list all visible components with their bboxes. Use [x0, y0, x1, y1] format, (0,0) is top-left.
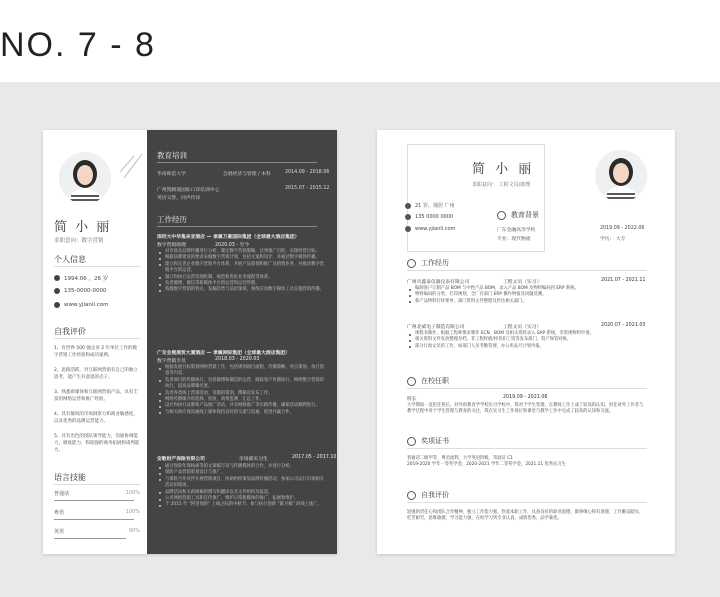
edu-date: 2019.09 - 2022.06 [600, 226, 645, 231]
divider [407, 270, 647, 271]
section-title: 教育背景 [511, 211, 539, 219]
language-name: 普通话 [54, 491, 70, 497]
school-icon [407, 377, 416, 386]
language-bar [54, 500, 134, 501]
language-pct: 100% [125, 509, 140, 515]
language-name: 英语 [54, 529, 65, 535]
language-row [54, 490, 140, 497]
edu-major: 专业：现代物流 [497, 237, 531, 242]
edu-date: 2015.07 - 2015.12 [285, 186, 330, 191]
language-bar [54, 538, 126, 539]
phone-text: 135 0000 0000 [415, 214, 454, 220]
resume1-avatar [59, 152, 111, 204]
section-title: 工作经历 [421, 259, 449, 267]
self-eval-item: 2、思路活跃，对互联网营销有自己的独立思考，能产生有意思的点子。 [54, 368, 138, 380]
divider [407, 502, 647, 503]
resume1-right-column [147, 130, 337, 554]
language-row [54, 509, 140, 516]
divider [407, 388, 647, 389]
trophy-icon [407, 437, 416, 446]
resume-template-1[interactable] [43, 130, 337, 554]
campus-desc: 大学期间一直担任班长，对外的教育学学校实习学校中，我对于学生管理，在教师工作上成了较高的认知。担任对外工作者与教学过程中对于学生管理与教育的关注，我在实习生工作岗位和课堂与教学工作中完成了较高的认知和交流。 [407, 403, 644, 415]
work-item: 网络传播媒介的选择、投放、效果监测、汇总工作。 [157, 397, 327, 403]
work-date: 2018.03 - 2020.03 [215, 357, 260, 362]
work-company: 广州市鑫泰仪器仪表有限公司 [407, 280, 470, 285]
edu-school: 华南师范大学 [157, 172, 186, 177]
section-title: 自我评价 [421, 491, 449, 499]
phone-icon [54, 288, 60, 294]
birth-info [54, 274, 108, 282]
work-item: 相关资料文件发放整理存档，非工程样板/样机扣工资等发布部门，资产保管对账。 [407, 337, 647, 343]
resume2-intent: 求职意向： 工程文员/助理 [472, 182, 531, 188]
website-text: www.yjianli.com [64, 302, 109, 308]
resume2-name: 简 小 丽 [472, 162, 535, 177]
website-info [405, 226, 455, 232]
work-role: 数字营销助理 [157, 243, 186, 248]
resume1-section-education: 教育培训 [157, 151, 187, 160]
work-item: 通过保险年保线索等的文案编写及与传播媒体的合作，并进行分析。 [157, 464, 327, 470]
edu-major: 会展经济与管理 / 本科 [223, 172, 271, 177]
work-item: 对市场及品牌传播进行分析，制定数字营销策略，达到推广目的，实现经营目标。 [157, 249, 327, 255]
divider [54, 338, 140, 339]
work-date: 2017.05 - 2017.10 [292, 455, 337, 460]
work-item: 负责微博、微信等新媒体平台的运营和运营管理。 [157, 281, 327, 287]
work-items [157, 365, 327, 416]
work-role: 数字营销专员 [157, 359, 186, 364]
language-bar [54, 519, 134, 520]
work-company-name: 广交会展展贸大厦酒店 — 隶属洲际集团（全球最大酒店集团） [157, 351, 290, 356]
work-item: 品牌活动和关新闻稿的撰写和翻译以及文件组织及报道。 [157, 490, 327, 496]
work-role: 工程文员（实习） [503, 325, 542, 330]
work-company-name: 安歌财产保险有限公司 [157, 457, 205, 462]
work-items [407, 331, 647, 350]
resume2-section-work [407, 258, 449, 268]
language-pct: 100% [125, 490, 140, 496]
globe-icon [54, 302, 60, 308]
work-item: 负责项目的传播执行，包括微博和微信的运营，跟踪客户传播执行，网络整合营销的执行，提高品牌曝光度。 [157, 378, 327, 391]
language-pct: 90% [128, 528, 140, 534]
self-eval-text: 较强的责任心和团队合作精神，独立工作能力强，热爱本职工作，具备良好的职业道德，做事细心和有条理，工作勤奋踏实，吃苦耐劳，思维敏捷，学习能力强，在校学习到专业认真，成绩优秀，品学兼优。 [407, 510, 644, 522]
work-item: 于 2015 年 “阿里保险” 上线之际的中秋节，参与执行创新 “累月稿” 的线上推广。 [157, 502, 327, 508]
section-title: 奖项证书 [421, 437, 449, 445]
work-item: 物料编码的分类、打印规划，全厂有部门 ERP 操作物值及同题反溯。 [407, 292, 647, 298]
divider [407, 448, 647, 449]
resume2-section-education [497, 210, 539, 220]
divider [54, 484, 140, 485]
birth-text: 1994.06 ，26 岁 [64, 276, 109, 282]
edu-school: 广东金融高等学校 [497, 228, 536, 233]
work-items [407, 286, 647, 305]
resume1-section-self-eval: 自我评价 [54, 327, 86, 336]
work-item: 新产品物料打样要单，部门资料文件整理及传达相关部门。 [407, 299, 647, 305]
phone-info [54, 288, 106, 294]
work-items [157, 464, 327, 509]
work-item: 规程书制作，根据工程师要求制作 ECN、BOM 及相关资料录入 SAP 系统，非常规物料申请。 [407, 331, 647, 337]
work-date: 2021.07 - 2021.11 [601, 278, 646, 283]
work-item: 编制客户订制产品 BOM 与中性产品 BOM，录入产品 BOM 及物料编码到 ERP 系统。 [407, 286, 647, 292]
page-header [0, 0, 720, 82]
work-role: 工程文员（实习） [503, 280, 542, 285]
resume1-left-column [43, 130, 147, 554]
language-name: 粤语 [54, 510, 65, 516]
resume1-section-personal: 个人信息 [54, 255, 86, 264]
briefcase-icon [407, 259, 416, 268]
resume2-section-awards [407, 436, 449, 446]
work-item: 保险产品营销策划设计与推广。 [157, 470, 327, 476]
work-item: 建立和完善企业数字营销平台体系，开展产品策划和推广及销售业务，并推动数字营销平台的运营。 [157, 262, 327, 275]
age-text: 21 岁，现居 广州 [415, 203, 455, 209]
website-info [54, 302, 108, 308]
edu-date: 2014.09 - 2018.06 [285, 170, 330, 175]
person-icon [54, 275, 60, 281]
self-eval-item: 5、具有出色的团队领导能力，沟通协调能力，吸收能力，和较强的商务拓展和谈判能力。 [54, 434, 140, 453]
work-item: 与相关供应商沟通线上媒体保持良好的交流与沟通，促进共赢合作。 [157, 410, 327, 416]
pen-icon [407, 491, 416, 500]
awards-text: 普通话二级甲等、粤语流利、大学英语四级、驾驶证 C1 2019-2020 学年一等奖学金，2020-2021 学年二等奖学金，2021.11 优秀实习生 [407, 456, 566, 468]
resume2-section-self-eval [407, 490, 449, 500]
page-title: NO. 7 - 8 [0, 26, 156, 64]
decor-stripes-icon [120, 150, 144, 180]
divider [157, 162, 317, 163]
work-item: 负责各类线上营销活动、话题的策划，撰稿及发布工作。 [157, 391, 327, 397]
campus-role: 班长 [407, 397, 417, 402]
edu-major: 英语交替，同声传译 [157, 196, 201, 201]
resume1-section-language: 语言技能 [54, 473, 86, 482]
work-role: 市场部实习生 [239, 457, 268, 462]
self-eval-item: 4、具有敏锐的市场洞察力和商业敏感度，以及优秀的品牌运营能力。 [54, 412, 138, 424]
work-items [157, 249, 327, 294]
divider [157, 226, 317, 227]
resume-template-2[interactable] [377, 130, 675, 554]
resume2-section-campus [407, 376, 449, 386]
work-item: 公司网络营销工具和宣传推广，维护日常新媒体的推广，拓展和维护。 [157, 496, 327, 502]
website-text: www.yjianli.com [415, 226, 456, 232]
work-item: 熟悉数字营销的特点，发掘趋势与前沿领域，熟练应用数字媒体工具实施营销传播。 [157, 287, 327, 293]
work-item: 设计和执行品牌和产品推广活动，并有网络推广等实践传播，确保活动顺利进行。 [157, 403, 327, 409]
work-date: 2020.07 - 2021.03 [601, 323, 646, 328]
resume1-name: 简 小 丽 [54, 220, 112, 235]
work-company-name: 深圳大中华集来亚酒店 — 承属万豪国际集团（全球最大酒店集团） [157, 235, 300, 240]
person-icon [405, 203, 411, 209]
graduation-cap-icon [497, 211, 506, 220]
campus-date: 2019.09 - 2021.06 [503, 395, 548, 400]
work-item: 与保险合作伙伴开展营销项目，协助组织策划品牌传播活动，参加公司运行市场相关活动的现场。 [157, 477, 327, 490]
edu-school: 广州凯腾迪国际口译培训中心 [157, 188, 220, 193]
work-company: 广州北威电子制造有限公司 [407, 325, 465, 330]
language-row [54, 528, 140, 535]
phone-info [405, 214, 453, 220]
resume1-section-work: 工作经历 [157, 215, 187, 224]
work-item: 根据品牌建设的要求来做数字营销计划，包括文案和设计，并通过数字媒体传播。 [157, 255, 327, 261]
work-item: 制订和执行运营管理机制、规范和优化业务流程等体系。 [157, 275, 327, 281]
section-title: 在校任职 [421, 377, 449, 385]
work-item: 根据发展目标策划网络营销工作，包括规划项目流程、传播策略、亮点策划、执行创意等内容。 [157, 365, 327, 378]
globe-icon [405, 226, 411, 232]
phone-icon [405, 214, 411, 220]
divider [54, 266, 140, 267]
resume1-intent: 求职意向：数字营销 [54, 238, 104, 244]
edu-degree: 学历： 大专 [600, 237, 626, 242]
self-eval-item: 3、熟悉新媒体和互联网营销产品，具有丰富的网络运营和推广经验。 [54, 390, 138, 402]
work-item: 部分行政文员的工作，如部门人员考勤管理、办公用品月计划申报。 [407, 344, 647, 350]
phone-text: 135-0000-0000 [64, 288, 107, 294]
work-date: 2020.03 - 至今 [215, 243, 250, 248]
age-info [405, 202, 455, 209]
resume2-avatar [595, 150, 647, 202]
self-eval-item: 1、有世界 500 强企业 2 年单位工作的数字营销工作经验和成功案例。 [54, 346, 138, 358]
